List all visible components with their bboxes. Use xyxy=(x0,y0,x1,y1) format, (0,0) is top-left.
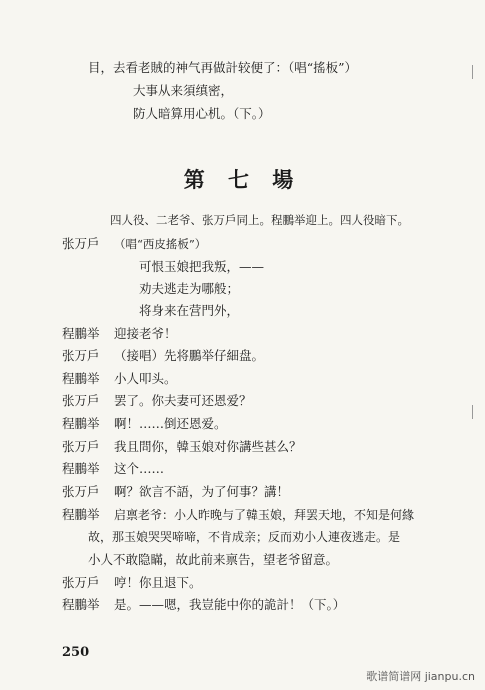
top-verse-2: 防人暗算用心机。（下。） xyxy=(133,106,271,121)
speaker: 张万戶 xyxy=(62,575,100,590)
speaker: 张万戶 xyxy=(62,393,100,408)
speaker: 程鵬举 xyxy=(62,326,100,341)
line-text: 将身来在营門外， xyxy=(139,303,240,318)
speaker: 程鵬举 xyxy=(62,597,100,612)
top-line-1: 目，去看老賊的神气再做計较便了：（唱“搖板”） xyxy=(88,60,358,75)
line-text: 劝夫逃走为哪般； xyxy=(139,281,240,296)
speaker: 程鵬举 xyxy=(62,461,100,476)
line-text: 哼！你且退下。 xyxy=(114,575,202,590)
stage-direction: 四人役、二老爷、张万戶同上。程鵬举迎上。四人役暗下。 xyxy=(110,213,409,227)
line-text: 可恨玉娘把我叛，—— xyxy=(139,259,265,274)
line-text: 啊！……倒还恩爱。 xyxy=(114,416,227,431)
line-text: 启禀老爷：小人昨晚与了韓玉娘，拜罢天地，不知是何緣 xyxy=(114,508,415,522)
line-text: 是。——嗯，我豈能中你的詭計！（下。） xyxy=(114,597,346,612)
line-text: （接唱）先将鵬举仔細盘。 xyxy=(114,348,265,363)
speaker: 张万戶 xyxy=(62,439,100,454)
line-text: 迎接老爷！ xyxy=(114,326,177,341)
scene-title: 第 七 場 xyxy=(183,167,302,192)
line-text: 啊？欲言不語，为了何事？講！ xyxy=(114,484,290,499)
speaker: 程鵬举 xyxy=(62,507,100,522)
line-text: 小人不敢隐瞞，故此前来禀告，望老爷留意。 xyxy=(88,552,339,567)
line-text: 小人叩头。 xyxy=(114,371,177,386)
top-verse-1: 大事从来須缜密， xyxy=(133,83,234,98)
line-text: 故，那玉娘哭哭啼啼，不肯成亲；反而劝小人連夜逃走。是 xyxy=(88,530,401,544)
margin-tick xyxy=(472,405,473,419)
speaker: 程鵬举 xyxy=(62,371,100,386)
watermark: 歌谱简谱网 jianpu.cn xyxy=(366,670,475,683)
line-text: （唱“西皮搖板”） xyxy=(114,237,207,251)
line-text: 我且問你，韓玉娘对你講些甚么？ xyxy=(114,439,302,454)
margin-tick xyxy=(472,65,473,79)
speaker: 张万戶 xyxy=(62,484,100,499)
line-text: 这个…… xyxy=(114,461,165,476)
speaker: 张万戶 xyxy=(62,236,100,251)
speaker: 张万戶 xyxy=(62,348,100,363)
speaker: 程鵬举 xyxy=(62,416,100,431)
page-number: 250 xyxy=(62,645,90,660)
line-text: 罢了。你夫妻可还恩爱？ xyxy=(114,393,252,408)
